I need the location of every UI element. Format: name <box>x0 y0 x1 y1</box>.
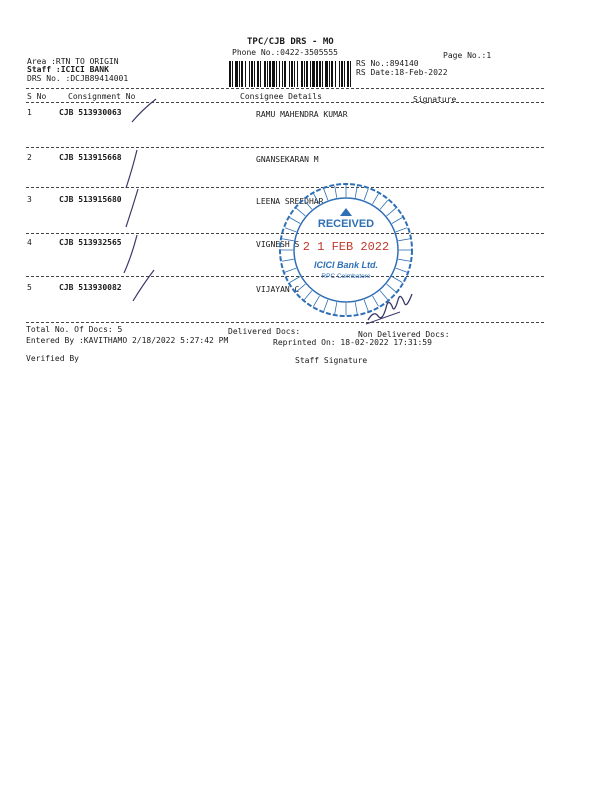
staff-signature: Staff Signature <box>295 356 368 365</box>
row-4-consignee: VIGNESH S <box>256 240 300 249</box>
check-mark <box>128 96 160 126</box>
barcode-bar <box>291 61 293 87</box>
stamp-ring-tick <box>282 239 294 241</box>
stamp-ring-tick <box>296 208 305 216</box>
stamp-ring-tick <box>304 200 312 209</box>
divider <box>26 322 544 323</box>
barcode-bar <box>344 61 345 87</box>
barcode-bar <box>249 61 250 87</box>
barcode-bar <box>251 61 253 87</box>
stamp-date: 2 1 FEB 2022 <box>302 240 390 254</box>
barcode-bar <box>254 61 255 87</box>
total-docs: Total No. Of Docs: 5 <box>26 325 123 334</box>
check-mark <box>122 187 142 229</box>
check-mark <box>130 268 158 304</box>
barcode-bar <box>341 61 343 87</box>
stamp-ring-tick <box>304 291 312 300</box>
row-3-consignee: LEENA SREEDHAR <box>256 197 324 206</box>
non-delivered-docs: Non Delivered Docs: <box>358 330 450 339</box>
divider <box>26 102 544 103</box>
barcode-bar <box>232 61 233 87</box>
stamp-ring-tick <box>314 296 320 306</box>
stamp-ring-tick <box>396 268 407 272</box>
barcode <box>229 61 353 87</box>
stamp-ring-tick <box>396 228 407 232</box>
stamp-ring-tick <box>355 186 357 198</box>
check-mark <box>122 148 142 190</box>
row-2-sno: 2 <box>27 153 32 162</box>
row-5-consignment: CJB 513930082 <box>59 283 122 292</box>
barcode-bar <box>294 61 295 87</box>
barcode-bar <box>297 61 298 87</box>
phone-number: Phone No.:0422-3505555 <box>232 48 338 57</box>
barcode-bar <box>245 61 246 87</box>
barcode-bar <box>289 61 290 87</box>
stamp-ring-tick <box>285 268 296 272</box>
area-label: Area :RTN TO ORIGIN <box>27 57 119 66</box>
stamp-ring-tick <box>392 277 402 283</box>
stamp-ring-tick <box>290 277 300 283</box>
barcode-bar <box>319 61 321 87</box>
row-3-sno: 3 <box>27 195 32 204</box>
stamp-ring-tick <box>398 239 410 241</box>
stamp-ring-tick <box>296 284 305 292</box>
stamp-ring-tick <box>324 300 328 311</box>
barcode-bar <box>306 61 308 87</box>
stamp-ring-tick <box>387 208 396 216</box>
row-3-consignment: CJB 513915680 <box>59 195 122 204</box>
stamp-ring-tick <box>373 194 379 204</box>
row-2-consignee: GNANSEKARAN M <box>256 155 319 164</box>
barcode-bar <box>267 61 268 87</box>
stamp-ring-tick <box>290 218 300 224</box>
barcode-bar <box>316 61 318 87</box>
barcode-bar <box>325 61 328 87</box>
drs-number: DRS No. :DCJB89414001 <box>27 74 129 83</box>
stamp-received-text: RECEIVED <box>317 218 375 230</box>
barcode-bar <box>239 61 240 87</box>
row-5-sno: 5 <box>27 283 32 292</box>
stamp-ring-tick <box>398 259 410 261</box>
row-5-consignee: VIJAYAN C <box>256 285 300 294</box>
row-1-consignment: CJB 513930063 <box>59 108 122 117</box>
barcode-bar <box>304 61 305 87</box>
barcode-bar <box>312 61 315 87</box>
col-header-sno: S No <box>27 92 47 101</box>
barcode-bar <box>279 61 280 87</box>
col-header-consignment: Consignment No <box>68 92 136 101</box>
divider <box>26 147 544 148</box>
row-1-sno: 1 <box>27 108 32 117</box>
divider <box>26 88 544 89</box>
barcode-bar <box>339 61 340 87</box>
col-header-consignee: Consignee Details <box>240 92 322 101</box>
stamp-branch: RPC Coimbatore <box>321 273 371 280</box>
barcode-bar <box>284 61 286 87</box>
rs-date: RS Date:18-Feb-2022 <box>356 68 448 77</box>
rs-number: RS No.:894140 <box>356 59 419 68</box>
stamp-ring-tick <box>324 189 328 200</box>
barcode-bar <box>257 61 259 87</box>
stamp-ring-tick <box>335 302 337 314</box>
barcode-bar <box>264 61 266 87</box>
barcode-bar <box>235 61 238 87</box>
barcode-bar <box>276 61 277 87</box>
stamp-ring-tick <box>314 194 320 204</box>
row-2-consignment: CJB 513915668 <box>59 153 122 162</box>
barcode-bar <box>269 61 271 87</box>
barcode-bar <box>331 61 333 87</box>
delivered-docs: Delivered Docs: <box>228 327 301 336</box>
barcode-bar <box>350 61 351 87</box>
handwritten-signature <box>360 286 420 326</box>
barcode-bar <box>310 61 311 87</box>
row-1-consignee: RAMU MAHENDRA KUMAR <box>256 110 348 119</box>
verified-by: Verified By <box>26 354 79 363</box>
barcode-bar <box>301 61 303 87</box>
row-4-sno: 4 <box>27 238 32 247</box>
stamp-ring-tick <box>282 259 294 261</box>
barcode-bar <box>272 61 275 87</box>
stamp-ring-tick <box>392 218 402 224</box>
barcode-bar <box>322 61 323 87</box>
stamp-ring-tick <box>285 228 296 232</box>
row-4-consignment: CJB 513932565 <box>59 238 122 247</box>
barcode-bar <box>260 61 261 87</box>
stamp-ring-tick <box>355 302 357 314</box>
barcode-bar <box>347 61 349 87</box>
barcode-bar <box>241 61 243 87</box>
barcode-bar <box>229 61 231 87</box>
stamp-bank: ICICI Bank Ltd. <box>313 260 379 270</box>
stamp-ring-tick <box>335 186 337 198</box>
drs-title: TPC/CJB DRS - MO <box>247 37 334 47</box>
barcode-bar <box>282 61 283 87</box>
barcode-bar <box>329 61 330 87</box>
stamp-ring-tick <box>380 200 388 209</box>
staff-label: Staff :ICICI BANK <box>27 65 109 74</box>
barcode-bar <box>335 61 336 87</box>
entered-by: Entered By :KAVITHAMO 2/18/2022 5:27:42 PM <box>26 336 229 345</box>
stamp-ring-tick <box>364 189 368 200</box>
col-header-signature: Signature <box>413 95 457 104</box>
reprinted-on: Reprinted On: 18-02-2022 17:31:59 <box>273 338 432 347</box>
page-number: Page No.:1 <box>443 51 492 60</box>
